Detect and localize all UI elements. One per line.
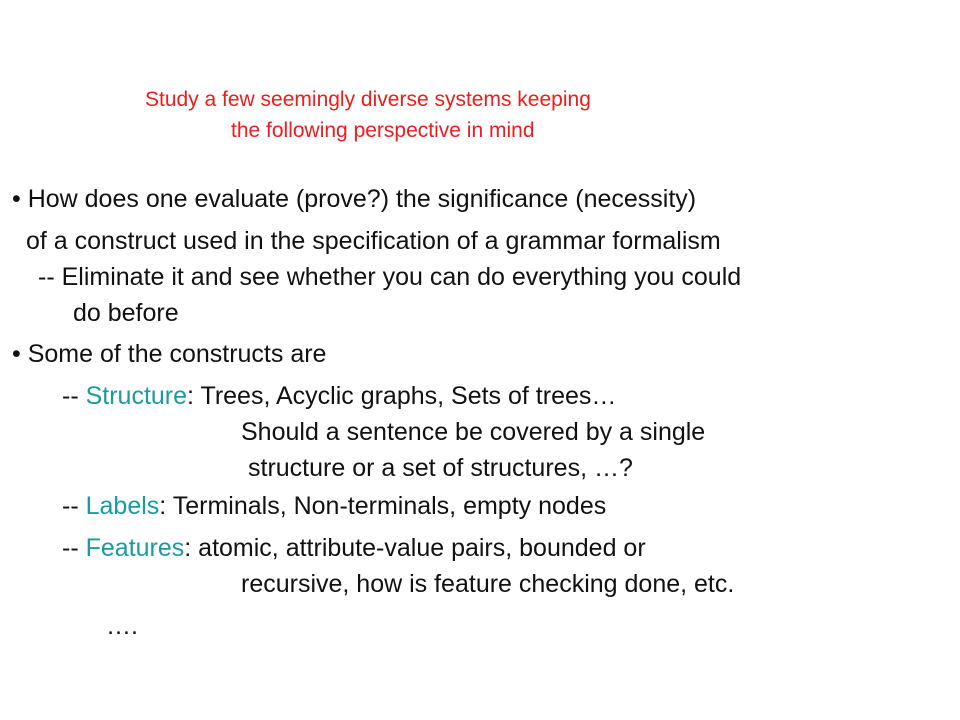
features-line: [62, 530, 646, 566]
bullet-1-line-1: • How does one evaluate (prove?) the significance (necessity): [12, 185, 697, 213]
features-cont-1: recursive, how is feature checking done, etc.: [241, 570, 735, 598]
ellipsis: ….: [106, 612, 138, 640]
bullet-1-line-4: do before: [73, 299, 179, 327]
labels-prefix: --: [62, 492, 86, 520]
intro-line-1: Study a few seemingly diverse systems keeping: [145, 88, 591, 111]
labels-rest: : Terminals, Non-terminals, empty nodes: [159, 492, 607, 520]
bullet-1-line-3: -- Eliminate it and see whether you can do everything you could: [38, 263, 742, 291]
structure-line: [62, 378, 616, 414]
intro-line-2: the following perspective in mind: [231, 119, 535, 142]
labels-line: [62, 488, 606, 524]
features-rest: : atomic, attribute-value pairs, bounded or: [184, 534, 646, 562]
structure-prefix: --: [62, 382, 86, 410]
features-term: Features: [85, 534, 185, 562]
bullet-1-line-2: of a construct used in the specification of a grammar formalism: [26, 227, 721, 255]
structure-cont-1: Should a sentence be covered by a single: [241, 418, 706, 446]
structure-rest: : Trees, Acyclic graphs, Sets of trees…: [187, 382, 617, 410]
structure-term: Structure: [85, 382, 188, 410]
labels-term: Labels: [85, 492, 160, 520]
bullet-2-heading: • Some of the constructs are: [12, 340, 327, 368]
structure-cont-2: structure or a set of structures, …?: [248, 454, 633, 482]
features-prefix: --: [62, 534, 86, 562]
